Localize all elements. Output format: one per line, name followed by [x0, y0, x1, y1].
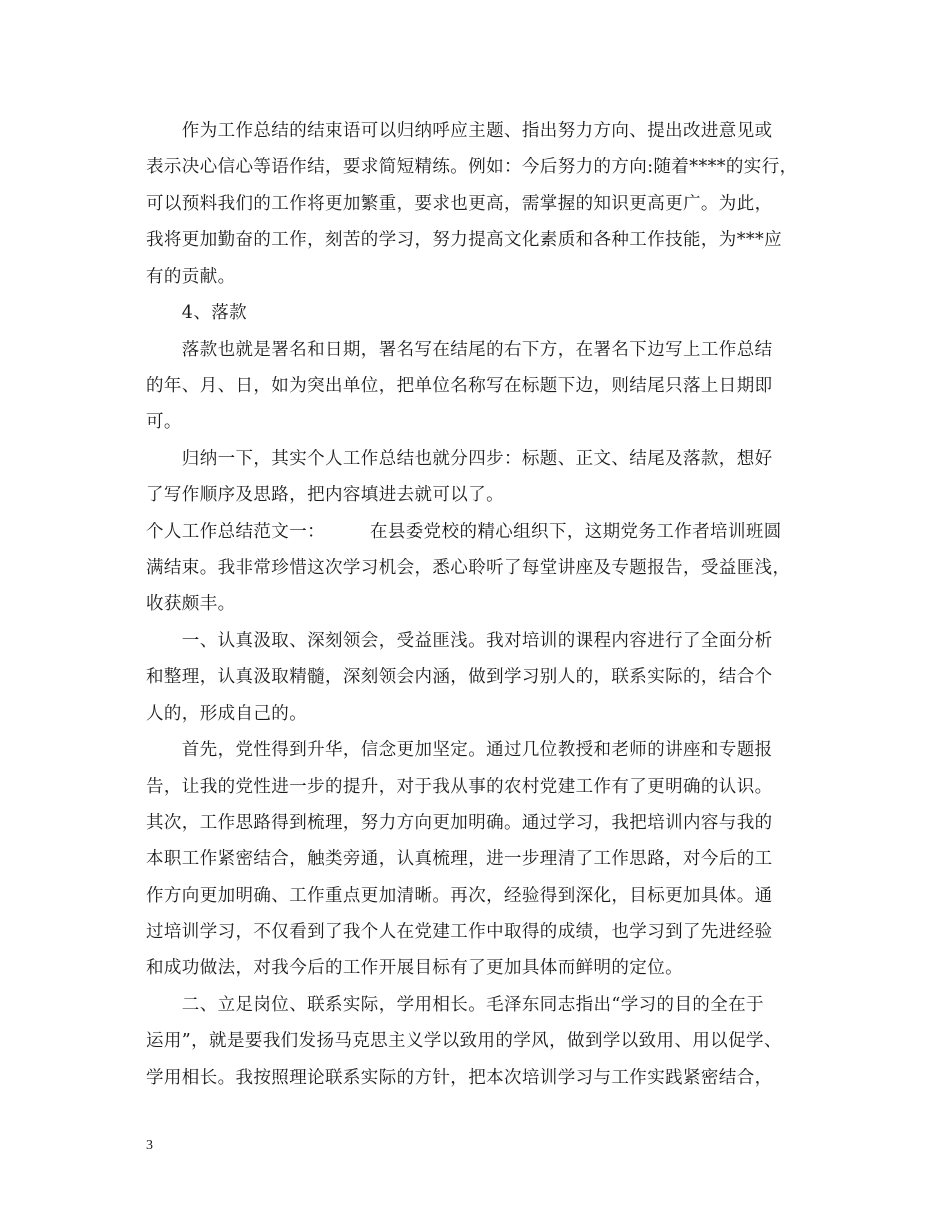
text-line: 了写作顺序及思路，把内容填进去就可以了。 [146, 485, 504, 505]
text-line: 表示决心信心等语作结，要求简短精练。例如：今后努力的方向:随着****的实行， [146, 157, 798, 177]
section-heading: 4、落款 [146, 303, 248, 323]
text-line: 个人工作总结范文一： 在县委党校的精心组织下，这期党务工作者培训班圆 [146, 522, 782, 542]
text-line: 满结束。我非常珍惜这次学习机会，悉心聆听了每堂讲座及专题报告，受益匪浅， [146, 558, 791, 578]
text-line: 其次，工作思路得到梳理，努力方向更加明确。通过学习，我把培训内容与我的 [146, 813, 773, 833]
text-line: 的年、月、日，如为突出单位，把单位名称写在标题下边，则结尾只落上日期即 [146, 376, 773, 396]
text-line: 归纳一下，其实个人工作总结也就分四步：标题、正文、结尾及落款，想好 [146, 449, 773, 469]
text-line: 过培训学习，不仅看到了我个人在党建工作中取得的成绩，也学习到了先进经验 [146, 922, 773, 942]
text-line: 学用相长。我按照理论联系实际的方针，把本次培训学习与工作实践紧密结合， [146, 1068, 773, 1088]
text-line: 作方向更加明确、工作重点更加清晰。再次，经验得到深化，目标更加具体。通 [146, 886, 773, 906]
text-line: 告，让我的党性进一步的提升，对于我从事的农村党建工作有了更明确的认识。 [146, 777, 773, 797]
text-line: 可以预料我们的工作将更加繁重，要求也更高，需掌握的知识更高更广。为此， [146, 194, 773, 214]
text-line: 收获颇丰。 [146, 594, 236, 614]
text-line: 我将更加勤奋的工作，刻苦的学习，努力提高文化素质和各种工作技能，为***应 [146, 230, 783, 250]
text-line: 和成功做法，对我今后的工作开展目标有了更加具体而鲜明的定位。 [146, 958, 683, 978]
text-line: 运用”，就是要我们发扬马克思主义学以致用的学风，做到学以致用、用以促学、 [146, 1031, 782, 1051]
text-line: 一、认真汲取、深刻领会，受益匪浅。我对培训的课程内容进行了全面分析 [146, 631, 773, 651]
page-number: 3 [146, 1138, 153, 1153]
text-line: 人的，形成自己的。 [146, 704, 308, 724]
text-line: 作为工作总结的结束语可以归纳呼应主题、指出努力方向、提出改进意见或 [146, 121, 773, 141]
text-line: 有的贡献。 [146, 267, 236, 287]
text-line: 本职工作紧密结合，触类旁通，认真梳理，进一步理清了工作思路，对今后的工 [146, 849, 773, 869]
text-line: 首先，党性得到升华，信念更加坚定。通过几位教授和老师的讲座和专题报 [146, 740, 773, 760]
text-line: 可。 [146, 412, 182, 432]
text-line: 二、立足岗位、联系实际，学用相长。毛泽东同志指出“学习的目的全在于 [146, 995, 764, 1015]
text-line: 落款也就是署名和日期，署名写在结尾的右下方，在署名下边写上工作总结 [146, 340, 773, 360]
text-line: 和整理，认真汲取精髓，深刻领会内涵，做到学习别人的，联系实际的，结合个 [146, 667, 773, 687]
